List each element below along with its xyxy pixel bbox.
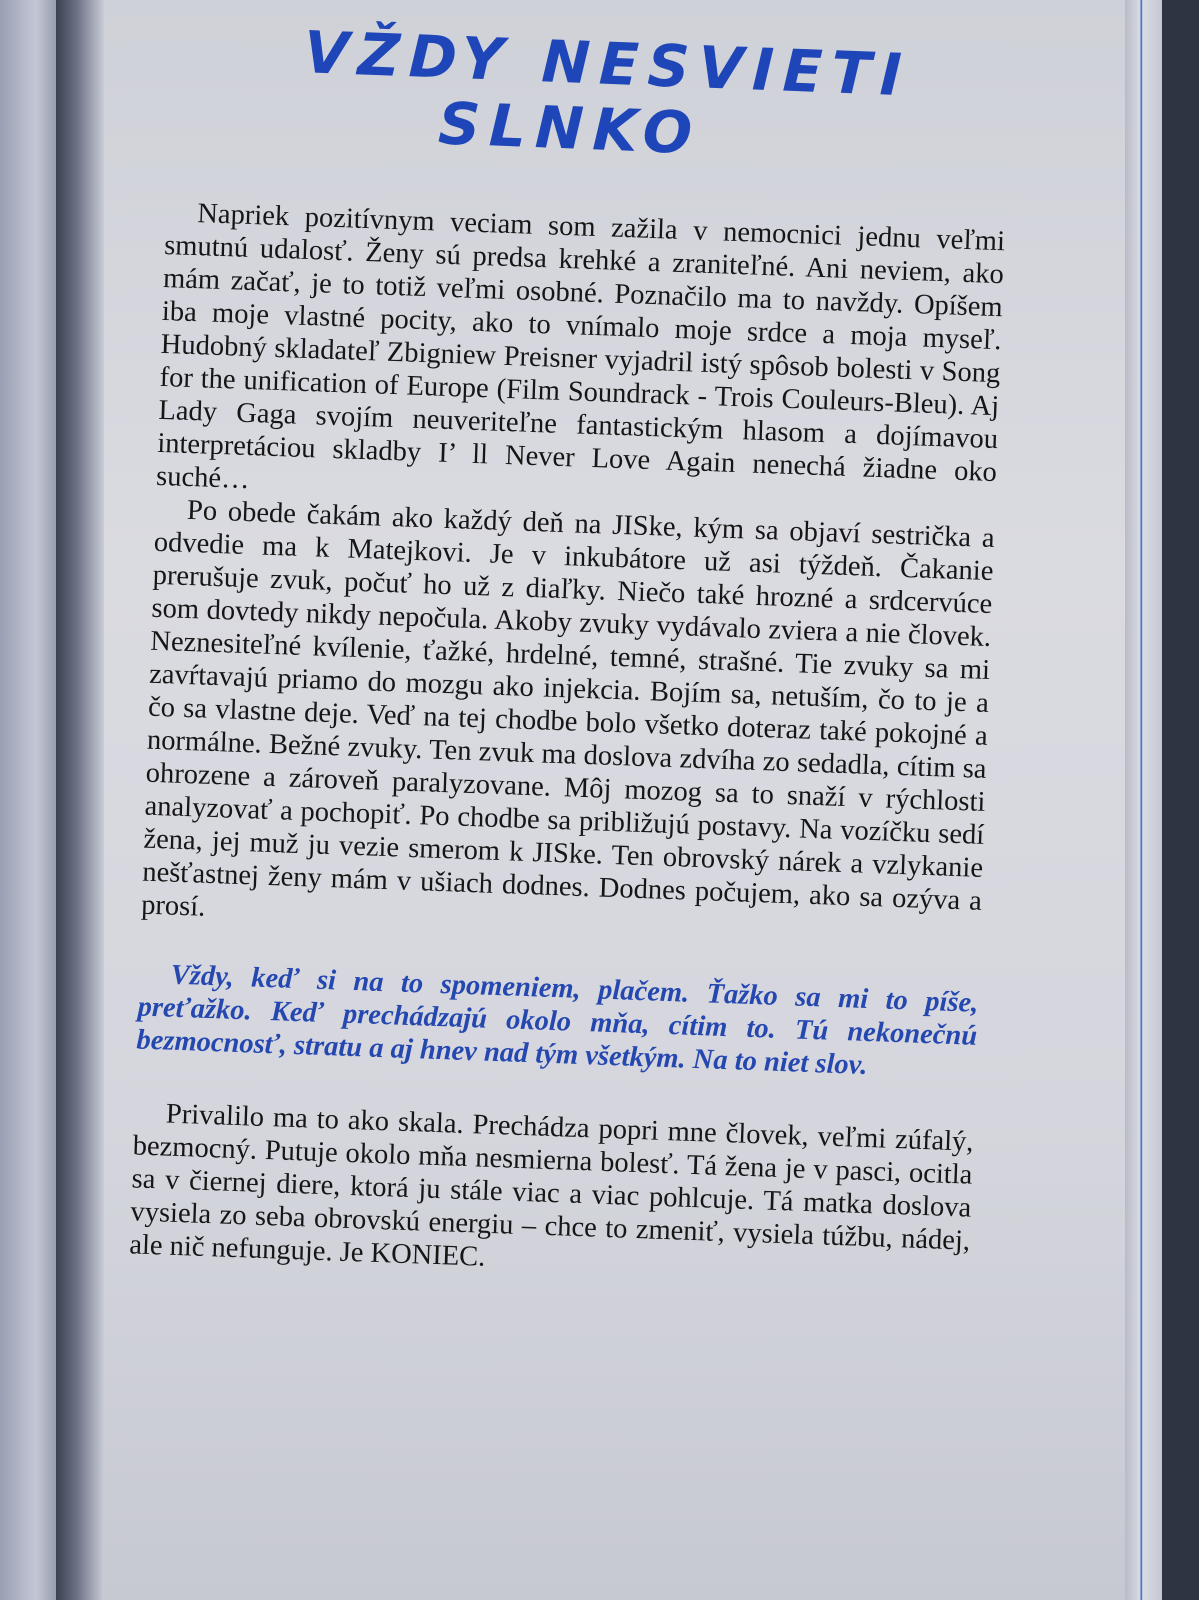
page-stack-edge — [1125, 0, 1162, 1600]
chapter-body — [129, 196, 1006, 1291]
page-content — [128, 18, 1006, 1430]
chapter-title-line-1: VŽDY NESVIETI — [302, 18, 912, 110]
paragraph-3: Privalilo ma to ako skala. Prechádza popri mne človek, veľmi zúfalý, bezmocný. Putuje okolo mňa nesmierna bolesť. Tá žena je v pasci, ocitla sa v čiernej diere, ktorá ju stále viac a viac pohlcuje. Tá matka doslova vysiela zo seba obrovskú energiu – chce to zmeniť, vysiela túžbu, nádej, ale nič nefunguje. Je KONIEC. — [128, 1098, 975, 1273]
highlighted-quote: Vždy, keď si na to spomeniem, plačem. Ťažko sa mi to píše, preťažko. Keď prechádzajú okolo mňa, cítim to. Tú nekonečnú bezmocnosť, stratu a aj hnev nad tým všetkým. Na to niet slov. — [135, 959, 979, 1081]
paragraph-1: Napriek pozitívnym veciam som zažila v nemocnici jednu veľmi smutnú udalosť. Ženy sú predsa krehké a zraniteľné. Ani neviem, ako mám začať, je to totiž veľmi osobné. Poznačilo ma to navždy. Opíšem iba moje vlastné pocity, ako to vnímalo moje srdce a moja myseľ. Hudobný skladateľ Zbigniew Preisner vyjadril istý spôsob bolesti v Song for the unification of Europe (Film Soundrack - Trois Couleurs-Bleu). Aj Lady Gaga svojím neuveriteľne fantastickým hlasom a dojímavou interpretáciou skladby I’ ll Never Love Again nenechá žiadne oko suché… — [155, 198, 1006, 496]
facing-page-edge — [0, 0, 60, 1600]
book-gutter — [56, 0, 104, 1600]
chapter-title-line-2: SLNKO — [437, 89, 703, 168]
chapter-title — [164, 14, 1008, 178]
paragraph-2: Po obede čakám ako každý deň na JISke, kým sa objaví sestrička a odvedie ma k Matejkovi. Je v inkubátore už asi týždeň. Čakanie prerušuje zvuk, počuť ho už z diaľky. Niečo také hrozné a srdcervúce som dovtedy nikdy nepočula. Akoby zvuky vydávalo zviera a nie človek. Neznesiteľné kvílenie, ťažké, hrdelné, temné, strašné. Tie zvuky sa mi zavŕtavajú priamo do mozgu ako injekcia. Bojím sa, netuším, čo to je a čo sa vlastne deje. Veď na tej chodbe bolo všetko doteraz také pokojné a normálne. Bežné zvuky. Ten zvuk ma doslova zdvíha zo sedadla, cítim sa ohrozene a zároveň paralyzovane. Môj mozog sa to snaží v rýchlosti analyzovať a pochopiť. Po chodbe sa približujú postavy. Na vozíčku sedí žena, jej muž ju vezie smerom k JISke. Ten obrovský nárek a vzlykanie nešťastnej ženy mám v ušiach dodnes. Dodnes počujem, ako sa ozýva a prosí. — [140, 494, 996, 923]
